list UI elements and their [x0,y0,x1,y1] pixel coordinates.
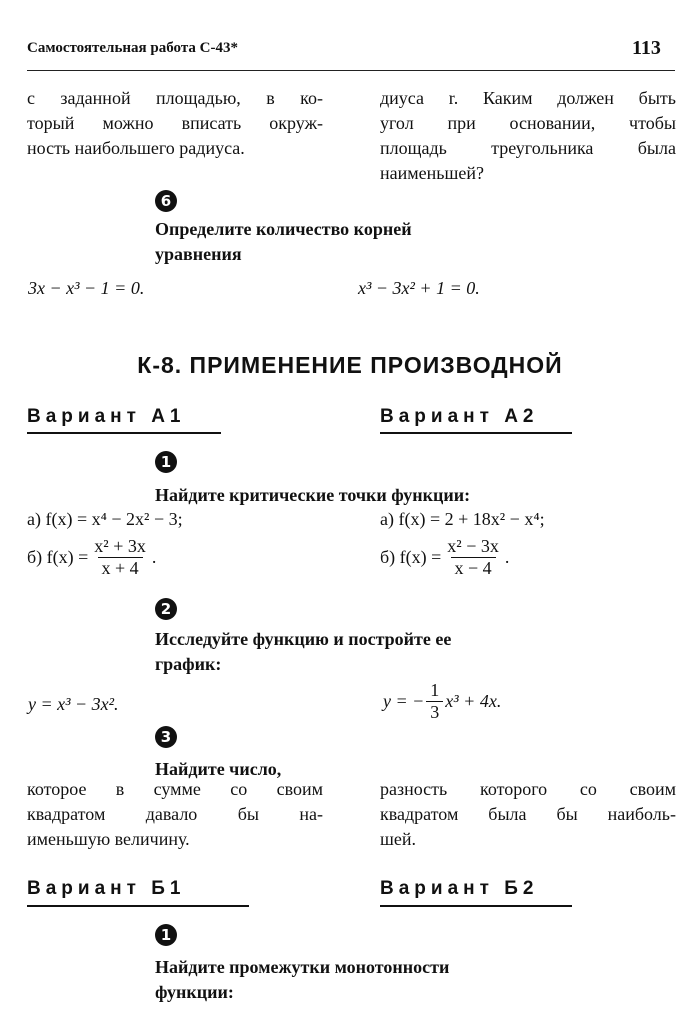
task-number-badge: 1 [155,924,177,946]
equation-right: x³ − 3x² + 1 = 0. [358,278,480,298]
left-continuation-text [27,86,323,161]
text-line: квадратом была бы наиболь- [380,804,676,824]
header-rule [27,70,675,71]
fraction-suffix: x³ + 4x. [445,691,502,711]
text-line: квадратом давало бы на- [27,804,323,824]
task-1b-left [27,536,156,579]
variant-a2-underline [380,432,572,434]
task-1a-left: а) f(x) = x⁴ − 2x² − 3; [27,509,183,529]
text-line: которое в сумме со своим [27,779,323,799]
task-3-right-text [380,777,676,852]
task-1b-right [380,536,509,579]
task-number-badge: 1 [155,451,177,473]
text-line: разность которого со своим [380,779,676,799]
variant-b1-underline [27,905,249,907]
task-b1-prompt [155,955,555,1005]
fraction-numerator: x² + 3x [94,536,146,556]
variant-a1-underline [27,432,221,434]
equation-left: 3x − x³ − 1 = 0. [28,278,145,298]
text-line: диуса r. Каким должен быть [380,88,676,108]
text-line: шей. [380,829,416,849]
task-1-prompt: Найдите критические точки функции: [155,485,471,505]
fraction-suffix: . [504,547,510,567]
fraction-prefix: б) f(x) = [380,547,442,567]
text-line: Исследуйте функцию и постройте ее [155,629,452,649]
text-line: Найдите промежутки монотонности [155,957,450,977]
task-2-equation-left: y = x³ − 3x². [28,694,119,714]
page-number: 113 [632,37,661,59]
variant-a1-heading: Вариант А1 [27,406,186,427]
fraction-numerator: x² − 3x [447,536,499,556]
text-line: площадь треугольника была [380,138,676,158]
fraction-numerator: 1 [430,680,440,700]
fraction-denominator: 3 [426,701,443,723]
fraction-prefix: y = − [383,691,425,711]
text-line: график: [155,654,222,674]
task-6-prompt [155,217,485,267]
fraction-denominator: x + 4 [98,557,143,579]
text-line: именьшую величину. [27,829,190,849]
text-line: с заданной площадью, в ко- [27,88,323,108]
variant-a2-heading: Вариант А2 [380,406,539,427]
task-2-equation-right [383,680,501,723]
task-3-left-text [27,777,323,852]
fraction [426,680,443,723]
section-title: К-8. ПРИМЕНЕНИЕ ПРОИЗВОДНОЙ [137,352,563,378]
fraction-denominator: x − 4 [451,557,496,579]
text-line: торый можно вписать окруж- [27,113,323,133]
task-number-badge: 2 [155,598,177,620]
task-2-prompt [155,627,555,677]
text-line: ность наибольшего радиуса. [27,138,245,158]
text-line: угол при основании, чтобы [380,113,676,133]
text-line: Определите количество корней [155,219,412,239]
text-line: функции: [155,982,234,1002]
fraction [443,536,503,579]
variant-b2-underline [380,905,572,907]
task-number-badge: 6 [155,190,177,212]
task-number-badge: 3 [155,726,177,748]
running-header-title: Самостоятельная работа С-43* [27,40,238,56]
task-1a-right: а) f(x) = 2 + 18x² − x⁴; [380,509,545,529]
text-line: уравнения [155,244,242,264]
fraction [90,536,150,579]
fraction-suffix: . [151,547,157,567]
text-line: наименьшей? [380,163,484,183]
fraction-prefix: б) f(x) = [27,547,89,567]
right-continuation-text [380,86,676,186]
variant-b2-heading: Вариант Б2 [380,878,539,899]
variant-b1-heading: Вариант Б1 [27,878,186,899]
task-3-prompt: Найдите число, [155,759,282,779]
